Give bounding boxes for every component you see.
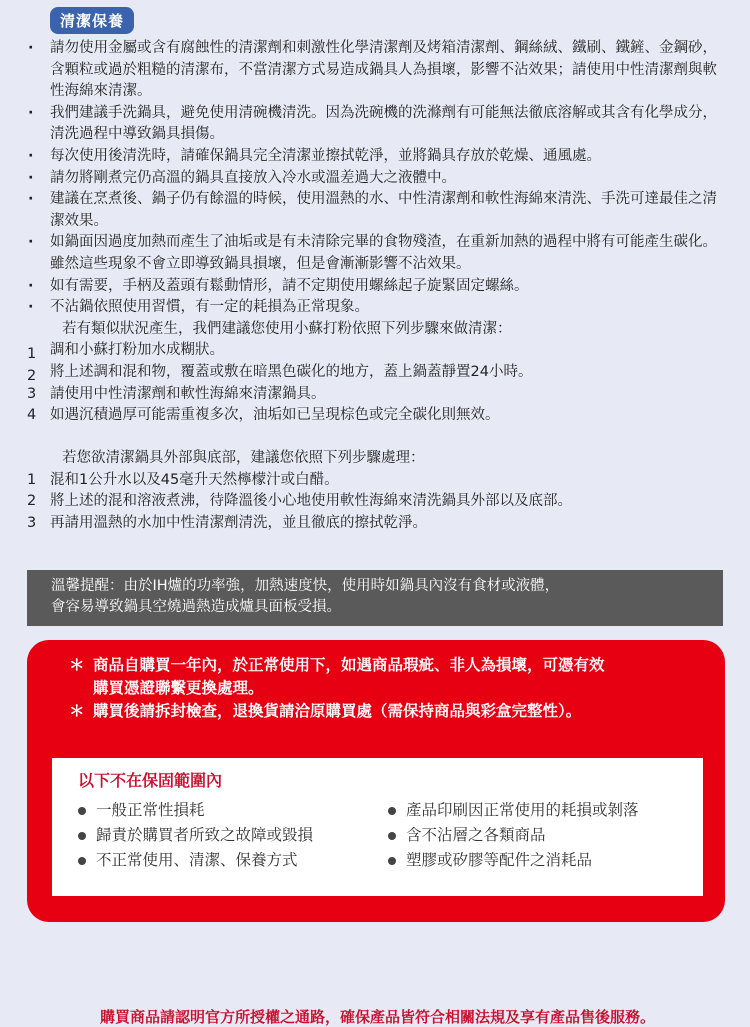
- step-number: 3: [27, 385, 37, 402]
- step-number: 4: [27, 407, 37, 424]
- exclusions-list-right: [388, 798, 639, 873]
- step-text: 再請用溫熱的水加中性清潔劑清洗，並且徹底的擦拭乾淨。: [50, 515, 427, 532]
- warranty-term: [69, 654, 705, 700]
- section-title-badge: 清潔保養: [50, 7, 134, 34]
- exclusions-title: 以下不在保固範圍內: [78, 771, 223, 790]
- step-number: 2: [27, 367, 37, 384]
- warranty-term: [69, 700, 705, 723]
- asterisk-icon: ＊: [69, 656, 85, 674]
- care-bullet: · 不沾鍋依照使用習慣，有一定的耗損為正常現象。: [0, 297, 750, 319]
- care-bullet: · 建議在烹煮後、鍋子仍有餘溫的時候，使用溫熱的水、中性清潔劑和軟性海綿來清洗、手洗可達最佳之清潔效果。: [0, 189, 750, 232]
- exclusion-item: 歸責於購買者所致之故障或毀損: [78, 823, 313, 848]
- care-bullet: · 如鍋面因過度加熱而產生了油垢或是有未清除完畢的食物殘渣，在重新加熱的過程中將有可能產生碳化。雖然這些現象不會立即導致鍋具損壞，但是會漸漸影響不沾效果。: [0, 232, 750, 275]
- step-text: 混和1公升水以及45毫升天然檸檬汁或白醋。: [50, 471, 339, 488]
- warranty-panel: [27, 640, 725, 1026]
- step-number: 3: [27, 515, 37, 532]
- soda-step: [0, 384, 750, 406]
- soda-step: [0, 362, 750, 384]
- care-instructions: [0, 38, 750, 535]
- exclusion-item: 一般正常性損耗: [78, 798, 313, 823]
- step-text: 將上述的混和溶液煮沸，待降溫後小心地使用軟性海綿來清洗鍋具外部以及底部。: [50, 493, 572, 510]
- soda-step: [0, 405, 750, 427]
- warning-line: 溫馨提醒：由於IH爐的功率強，加熱速度快，使用時如鍋具內沒有食材或液體，: [51, 578, 560, 594]
- care-bullet: · 我們建議手洗鍋具，避免使用清碗機清洗。因為洗碗機的洗滌劑有可能無法徹底溶解或其含有化學成分，清洗過程中導致鍋具損傷。: [0, 103, 750, 146]
- warranty-term-text: 商品自購買一年內，於正常使用下，如遇商品瑕疵、非人為損壞，可憑有效: [93, 656, 605, 674]
- step-number: 1: [27, 471, 37, 488]
- exclusions-list-left: [78, 798, 313, 873]
- ih-warning-box: [27, 570, 723, 626]
- step-text: 將上述調和混和物，覆蓋或敷在暗黑色碳化的地方，蓋上鍋蓋靜置24小時。: [50, 363, 533, 380]
- exterior-step: [0, 513, 750, 535]
- warranty-term-text: 購買憑證聯繫更換處理。: [93, 679, 264, 697]
- warning-line: 會容易導致鍋具空燒過熱造成爐具面板受損。: [51, 599, 341, 615]
- exclusion-item: 塑膠或矽膠等配件之消耗品: [388, 848, 639, 873]
- step-number: 1: [27, 346, 37, 363]
- soda-step: [0, 340, 750, 362]
- exclusion-item: 不正常使用、清潔、保養方式: [78, 848, 313, 873]
- step-text: 請使用中性清潔劑和軟性海綿來清潔鍋具。: [50, 385, 326, 402]
- warranty-term-text: 購買後請拆封檢查，退換貨請洽原購買處（需保持商品與彩盒完整性）。: [93, 702, 582, 720]
- step-text: 如遇沉積過厚可能需重複多次，油垢如已呈現棕色或完全碳化則無效。: [50, 407, 500, 424]
- soda-intro: 若有類似狀況產生，我們建議您使用小蘇打粉依照下列步驟來做清潔：: [62, 320, 512, 337]
- warranty-terms: [69, 654, 705, 723]
- exclusion-item: 產品印刷因正常使用的耗損或剝落: [388, 798, 639, 823]
- exterior-intro: 若您欲清潔鍋具外部與底部，建議您依照下列步驟處理：: [62, 450, 425, 467]
- asterisk-icon: ＊: [69, 702, 85, 720]
- official-channel-note: 購買商品請認明官方所授權之通路，確保產品皆符合相關法規及享有產品售後服務。: [99, 1008, 655, 1026]
- step-number: 2: [27, 493, 37, 510]
- exclusions-panel: [52, 758, 703, 1026]
- exterior-step: [0, 470, 750, 492]
- exterior-step: [0, 491, 750, 513]
- care-bullet: · 如有需要，手柄及蓋頭有鬆動情形，請不定期使用螺絲起子旋緊固定螺絲。: [0, 276, 750, 298]
- exclusion-item: 含不沾層之各類商品: [388, 823, 639, 848]
- care-bullet: · 請勿使用金屬或含有腐蝕性的清潔劑和刺激性化學清潔劑及烤箱清潔劑、鋼絲絨、鐵刷、鐵鏟、金鋼砂，含顆粒或過於粗糙的清潔布，不當清潔方式易造成鍋具人為損壞，影響不沾效果；請使用中性清潔劑與軟性海綿來清潔。: [0, 38, 750, 103]
- care-bullet: · 請勿將剛煮完仍高溫的鍋具直接放入冷水或溫差過大之液體中。: [0, 168, 750, 190]
- step-text: 調和小蘇打粉加水成糊狀。: [50, 342, 224, 359]
- care-bullet: · 每次使用後清洗時，請確保鍋具完全清潔並擦拭乾淨，並將鍋具存放於乾燥、通風處。: [0, 146, 750, 168]
